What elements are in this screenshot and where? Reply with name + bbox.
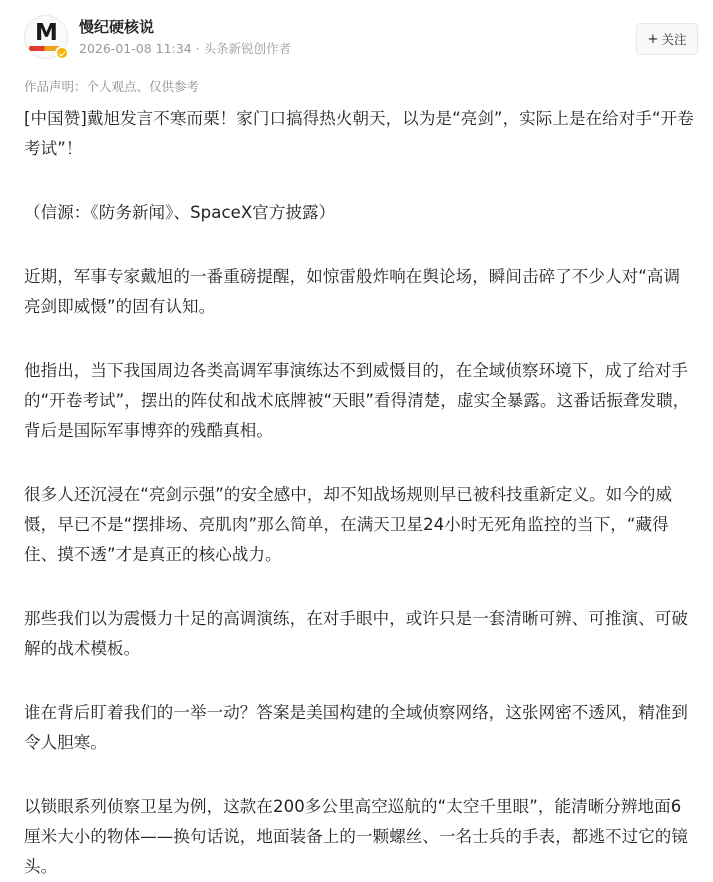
meta-separator: · (191, 41, 204, 56)
article-paragraph: 以锁眼系列侦察卫星为例，这款在200多公里高空巡航的“太空千里眼”，能清晰分辨地面6厘米大小的物体——换句话说，地面装备上的一颗螺丝、一名士兵的手表，都逃不过它的镜头。 (24, 797, 688, 876)
article-paragraph: 谁在背后盯着我们的一举一动？答案是美国构建的全域侦察网络，这张网密不透风，精准到令人胆寒。 (24, 703, 688, 752)
article-paragraph: 很多人还沉浸在“亮剑示强”的安全感中，却不知战场规则早已被科技重新定义。如今的威慑，早已不是“摆排场、亮肌肉”那么简单，在满天卫星24小时无死角监控的当下，“藏得住、摸不透”才是真正的核心战力。 (24, 485, 673, 564)
verified-badge-icon (55, 46, 69, 60)
avatar-letter: M (35, 20, 57, 46)
post-meta (79, 40, 291, 58)
article-paragraph: 他指出，当下我国周边各类高调军事演练达不到威慑目的，在全域侦察环境下，成了给对手的“开卷考试”，摆出的阵仗和战术底牌被“天眼”看得清楚，虚实全暴露。这番话振聋发聩，背后是国际军事博弈的残酷真相。 (24, 361, 690, 440)
plus-icon: + (647, 31, 659, 47)
article-paragraph: [中国赞]戴旭发言不寒而栗！家门口搞得热火朝天，以为是“亮剑”，实际上是在给对手“开卷考试”！ (24, 109, 694, 158)
author-role: 头条新锐创作者 (203, 41, 292, 56)
article-body (24, 104, 694, 882)
post-datetime: 2026-01-08 11:34 (79, 41, 192, 56)
follow-button[interactable] (636, 23, 698, 55)
author-name[interactable]: 慢纪硬核说 (79, 18, 155, 36)
article-paragraph: （信源：《防务新闻》、SpaceX官方披露） (24, 203, 336, 222)
article-header (0, 0, 713, 70)
article-paragraph: 近期，军事专家戴旭的一番重磅提醒，如惊雷般炸响在舆论场，瞬间击碎了不少人对“高调亮剑即威慑”的固有认知。 (24, 267, 681, 316)
article-paragraph: 那些我们以为震慑力十足的高调演练，在对手眼中，或许只是一套清晰可辨、可推演、可破解的战术模板。 (24, 609, 688, 658)
avatar[interactable] (24, 15, 68, 59)
work-declaration: 作品声明：个人观点、仅供参考 (24, 79, 200, 94)
follow-label: 关注 (661, 32, 687, 47)
